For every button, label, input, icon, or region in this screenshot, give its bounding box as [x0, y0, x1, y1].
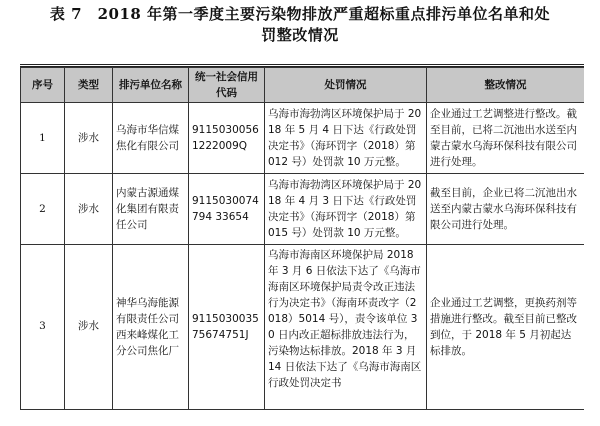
table-row [21, 245, 585, 410]
cell-unit-name: 乌海市华信煤焦化有限公司 [113, 103, 189, 174]
header-unit-name: 排污单位名称 [113, 68, 189, 103]
table-title [0, 4, 600, 46]
cell-credit-code: 911503003575674751J [189, 245, 265, 410]
cell-penalty: 乌海市海勃湾区环境保护局于 2018 年 4 月 3 日下达《行政处罚决定书》（海环罚字（2018）第 015 号）处罚款 10 万元整。 [265, 174, 427, 245]
cell-penalty: 乌海市海勃湾区环境保护局于 2018 年 5 月 4 日下达《行政处罚决定书》（海环罚字（2018）第 012 号）处罚款 10 万元整。 [265, 103, 427, 174]
header-seq: 序号 [21, 68, 65, 103]
cell-rectification: 企业通过工艺调整，更换药剂等措施进行整改。截至目前已整改到位，于 2018 年 5 月初起达标排放。 [427, 245, 585, 410]
cell-type: 涉水 [65, 103, 113, 174]
cell-seq: 3 [21, 245, 65, 410]
table-title-line-2: 罚整改情况 [261, 26, 339, 44]
cell-seq: 2 [21, 174, 65, 245]
cell-penalty: 乌海市海南区环境保护局 2018 年 3 月 6 日依法下达了《乌海市海南区环境保护局责令改正违法行为决定书》（海南环责改字（2018）5014 号），责令该单位 30 日内改正超标排放违法行为，污染物达标排放。2018 年 3 月 14 日依法下达了《乌海市海南区行政处罚决定书 [265, 245, 427, 410]
pollution-table-container [20, 64, 584, 426]
cell-unit-name: 内蒙古源通煤化集团有限责任公司 [113, 174, 189, 245]
cell-credit-code: 91150300561222009Q [189, 103, 265, 174]
header-credit-code: 统一社会信用代码 [189, 68, 265, 103]
header-rectification: 整改情况 [427, 68, 585, 103]
header-type: 类型 [65, 68, 113, 103]
cell-type: 涉水 [65, 174, 113, 245]
table-title-line-1: 表 7 2018 年第一季度主要污染物排放严重超标重点排污单位名单和处 [49, 5, 551, 23]
cell-rectification: 企业通过工艺调整进行整改。截至目前，已将二沉池出水送至内蒙古蒙水乌海环保科技有限公司进行处理。 [427, 103, 585, 174]
table-row [21, 103, 585, 174]
pollution-table [20, 67, 584, 410]
cell-rectification: 截至目前，企业已将二沉池出水送至内蒙古蒙水乌海环保科技有限公司进行处理。 [427, 174, 585, 245]
cell-credit-code: 9115030074794 33654 [189, 174, 265, 245]
cell-unit-name: 神华乌海能源有限责任公司西来峰煤化工分公司焦化厂 [113, 245, 189, 410]
cell-type: 涉水 [65, 245, 113, 410]
table-row [21, 174, 585, 245]
cell-seq: 1 [21, 103, 65, 174]
header-penalty: 处罚情况 [265, 68, 427, 103]
table-header-row [21, 68, 585, 103]
